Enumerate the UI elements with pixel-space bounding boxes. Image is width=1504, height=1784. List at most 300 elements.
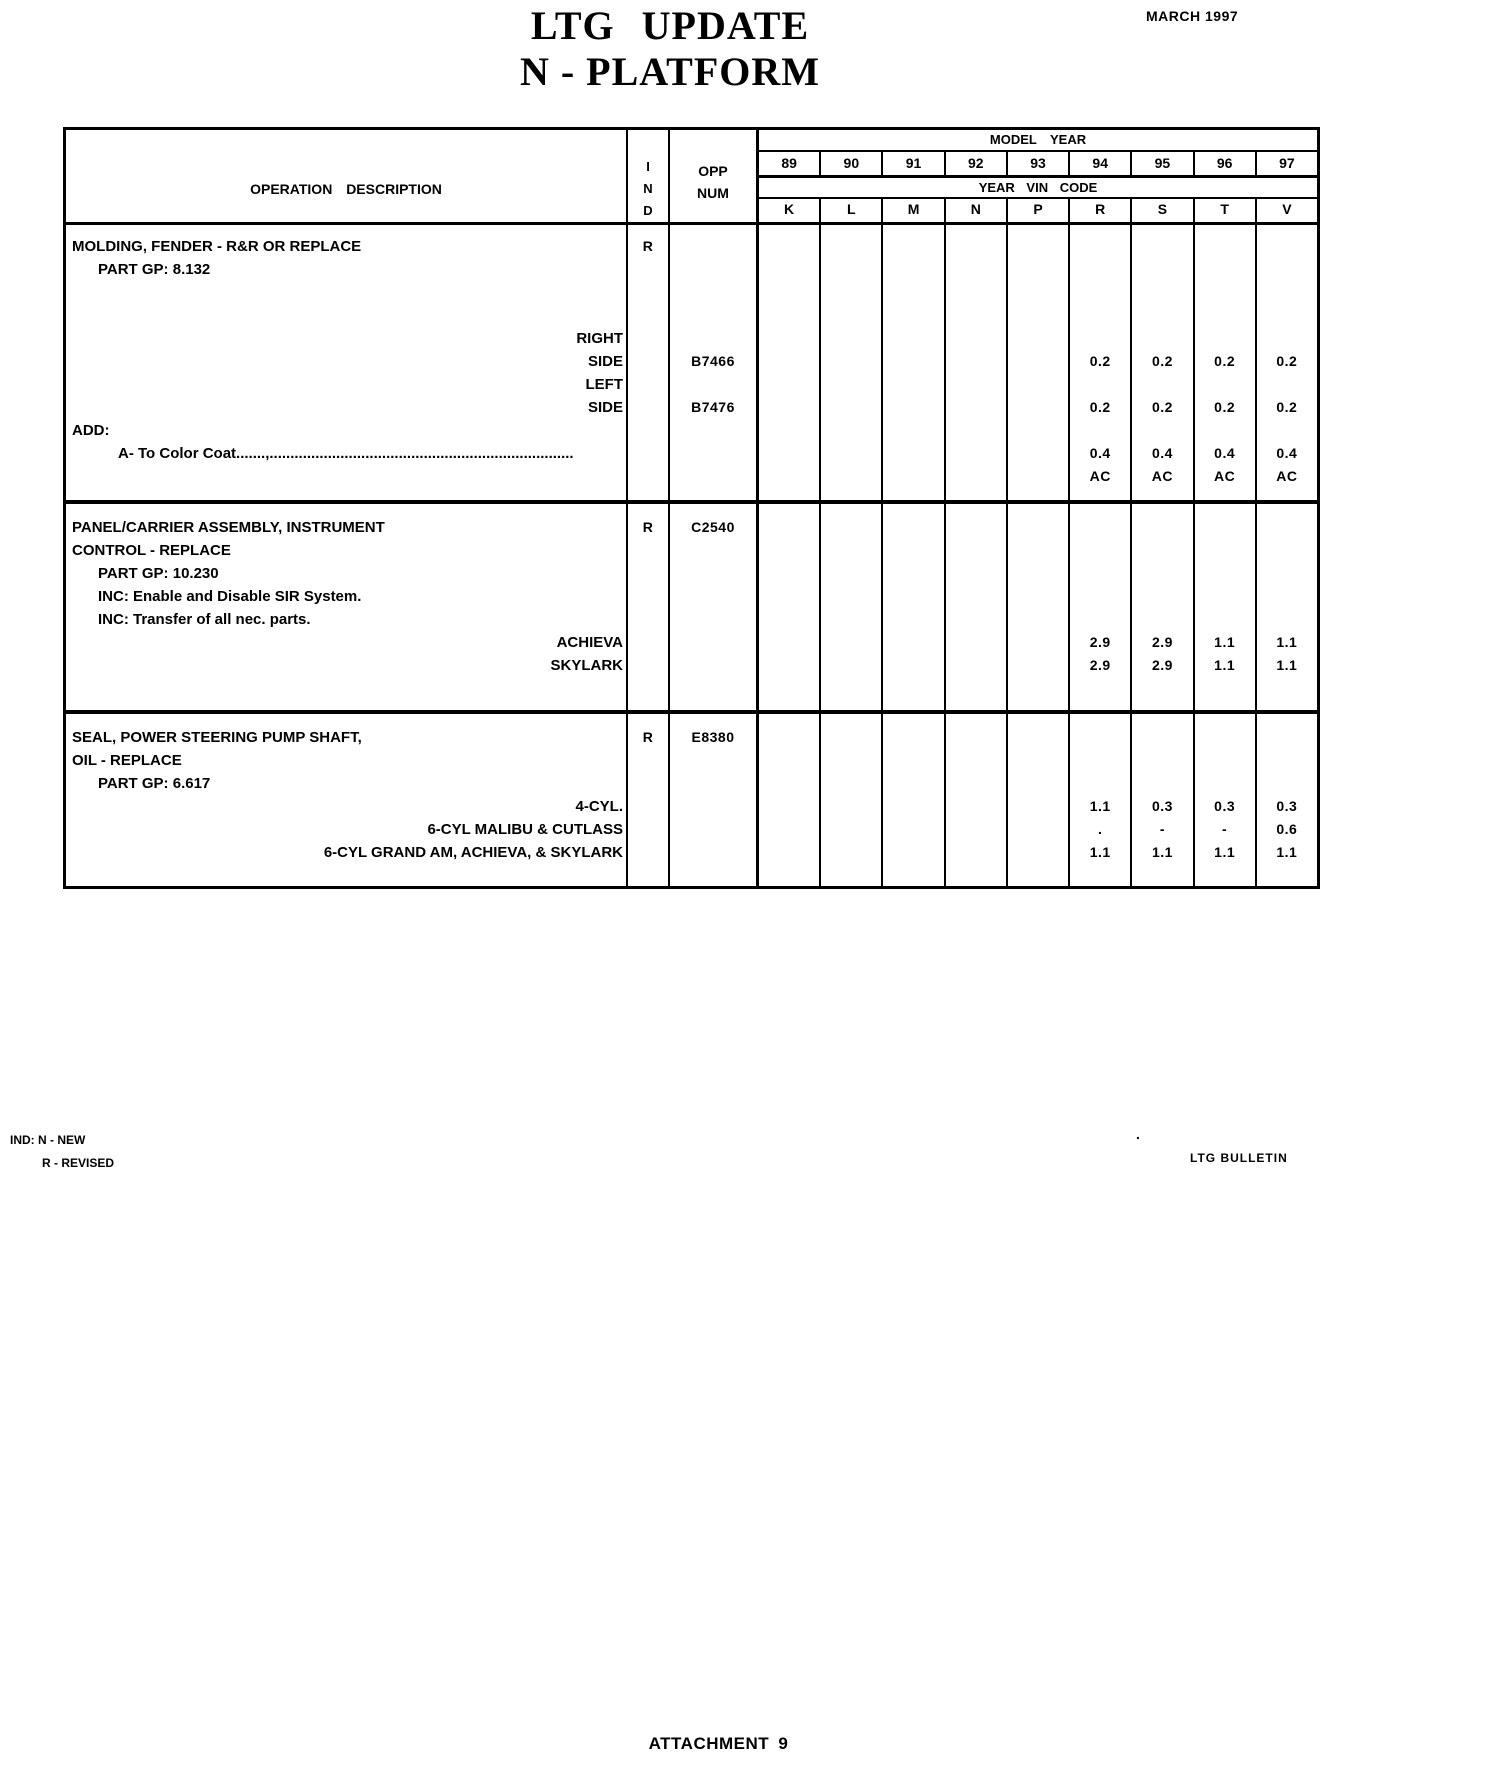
year-column-90 xyxy=(821,714,883,886)
ind-empty-line xyxy=(628,818,668,841)
value-empty-line xyxy=(1257,304,1317,327)
value-empty-line xyxy=(883,350,943,373)
value-empty-line xyxy=(1132,516,1192,539)
value-empty-line xyxy=(946,772,1006,795)
value-empty-line xyxy=(1195,258,1255,281)
value-empty-line xyxy=(946,841,1006,864)
operation-section xyxy=(66,225,1317,504)
value-empty-line xyxy=(946,396,1006,419)
value-empty-line xyxy=(759,281,819,304)
opp-empty-line xyxy=(670,235,756,258)
value-empty-line xyxy=(1257,373,1317,396)
ind-empty-line xyxy=(628,304,668,327)
value-empty-line xyxy=(821,281,881,304)
value-empty-line xyxy=(1257,749,1317,772)
description-line: PANEL/CARRIER ASSEMBLY, INSTRUMENT xyxy=(72,519,385,536)
labor-hours-value: 2.9 xyxy=(1151,657,1173,673)
opp-empty-line xyxy=(670,772,756,795)
value-empty-line xyxy=(1257,726,1317,749)
value-empty-line xyxy=(1008,585,1068,608)
labor-hours-value: 0.4 xyxy=(1214,445,1236,461)
value-empty-line xyxy=(1195,281,1255,304)
value-empty-line xyxy=(759,516,819,539)
ind-empty-line xyxy=(628,465,668,488)
description-line xyxy=(66,465,626,488)
value-empty-line xyxy=(759,608,819,631)
value-empty-line xyxy=(1008,281,1068,304)
year-column-91 xyxy=(883,714,945,886)
opp-number: B7466 xyxy=(691,353,735,369)
description-line: A- To Color Coat.......,......................................................................... xyxy=(118,445,574,462)
value-empty-line xyxy=(1070,419,1130,442)
opp-empty-line xyxy=(670,373,756,396)
value-empty-line xyxy=(946,442,1006,465)
ind-empty-line xyxy=(628,327,668,350)
labor-hours-value: 0.2 xyxy=(1151,399,1173,415)
opp-empty-line xyxy=(670,419,756,442)
value-empty-line xyxy=(1132,726,1192,749)
value-empty-line xyxy=(1195,373,1255,396)
value-empty-line xyxy=(883,304,943,327)
opp-num-column xyxy=(670,504,759,710)
labor-hours-value: 0.3 xyxy=(1214,798,1236,814)
value-empty-line xyxy=(1070,327,1130,350)
ind-empty-line xyxy=(628,258,668,281)
opp-empty-line xyxy=(670,327,756,350)
ind-header-letter: D xyxy=(643,203,653,218)
value-empty-line xyxy=(946,419,1006,442)
year-vin-code-label: YEAR VIN CODE xyxy=(759,178,1317,199)
labor-hours-value: 1.1 xyxy=(1214,634,1236,650)
value-empty-line xyxy=(883,442,943,465)
year-column-96 xyxy=(1195,504,1257,710)
labor-hours-value: AC xyxy=(1151,468,1174,484)
year-column-92 xyxy=(946,225,1008,500)
operation-section xyxy=(66,714,1317,886)
value-empty-line xyxy=(883,465,943,488)
value-empty-line xyxy=(1257,516,1317,539)
labor-hours-value: - xyxy=(1159,821,1165,837)
table-header xyxy=(66,130,1317,225)
operation-description-column xyxy=(66,225,628,500)
labor-hours-value: 1.1 xyxy=(1089,844,1111,860)
labor-hours-value: 0.2 xyxy=(1276,353,1298,369)
ltg-bulletin-label: LTG BULLETIN xyxy=(1190,1151,1288,1165)
value-empty-line xyxy=(946,818,1006,841)
ind-empty-line xyxy=(628,396,668,419)
vin-code-cell: P xyxy=(1008,199,1070,222)
value-empty-line xyxy=(1008,795,1068,818)
vin-code-cell: N xyxy=(946,199,1008,222)
value-empty-line xyxy=(821,442,881,465)
opp-empty-line xyxy=(670,631,756,654)
value-empty-line xyxy=(1132,539,1192,562)
description-line: CONTROL - REPLACE xyxy=(72,542,231,559)
value-empty-line xyxy=(759,258,819,281)
value-empty-line xyxy=(821,258,881,281)
value-empty-line xyxy=(821,818,881,841)
value-empty-line xyxy=(821,465,881,488)
value-empty-line xyxy=(1070,562,1130,585)
value-empty-line xyxy=(1132,235,1192,258)
value-empty-line xyxy=(1195,304,1255,327)
value-empty-line xyxy=(1195,772,1255,795)
value-empty-line xyxy=(759,327,819,350)
value-empty-line xyxy=(1132,562,1192,585)
description-line: PART GP: 8.132 xyxy=(98,261,211,278)
value-empty-line xyxy=(1008,235,1068,258)
header-opp-num-column xyxy=(670,130,759,222)
value-empty-line xyxy=(1008,304,1068,327)
vin-code-cell: V xyxy=(1282,201,1292,217)
year-column-93 xyxy=(1008,714,1070,886)
ind-empty-line xyxy=(628,772,668,795)
ind-empty-line xyxy=(628,631,668,654)
description-line: OIL - REPLACE xyxy=(72,752,182,769)
description-line: SKYLARK xyxy=(550,657,623,674)
description-line: 6-CYL MALIBU & CUTLASS xyxy=(427,821,623,838)
year-column-94 xyxy=(1070,714,1132,886)
description-line: SIDE xyxy=(587,353,623,370)
ind-flag: R xyxy=(642,519,654,535)
operation-description-column xyxy=(66,504,628,710)
value-empty-line xyxy=(883,772,943,795)
description-line: MOLDING, FENDER - R&R OR REPLACE xyxy=(72,238,362,255)
value-empty-line xyxy=(759,442,819,465)
ind-empty-line xyxy=(628,841,668,864)
value-empty-line xyxy=(1008,258,1068,281)
value-empty-line xyxy=(759,396,819,419)
value-empty-line xyxy=(759,772,819,795)
value-empty-line xyxy=(1132,281,1192,304)
value-empty-line xyxy=(1008,419,1068,442)
labor-hours-value: 1.1 xyxy=(1214,657,1236,673)
value-empty-line xyxy=(1070,608,1130,631)
value-empty-line xyxy=(1008,608,1068,631)
table-body xyxy=(66,225,1317,886)
year-column-95 xyxy=(1132,504,1194,710)
ind-empty-line xyxy=(628,350,668,373)
ind-empty-line xyxy=(628,373,668,396)
labor-hours-value: AC xyxy=(1214,468,1236,484)
opp-header-word: NUM xyxy=(697,185,729,201)
opp-empty-line xyxy=(670,585,756,608)
vin-code-cell: S xyxy=(1132,199,1194,222)
opp-empty-line xyxy=(670,539,756,562)
labor-time-guide-table xyxy=(63,127,1320,889)
value-empty-line xyxy=(883,419,943,442)
labor-hours-value: 1.1 xyxy=(1276,634,1298,650)
ind-empty-line xyxy=(628,608,668,631)
year-column-95 xyxy=(1132,714,1194,886)
value-empty-line xyxy=(759,749,819,772)
opp-empty-line xyxy=(670,818,756,841)
value-empty-line xyxy=(1257,281,1317,304)
opp-header-word: OPP xyxy=(698,163,728,179)
labor-hours-value: . xyxy=(1098,821,1103,837)
value-empty-line xyxy=(759,304,819,327)
value-empty-line xyxy=(821,795,881,818)
ind-column xyxy=(628,714,670,886)
value-empty-line xyxy=(1008,726,1068,749)
value-empty-line xyxy=(821,726,881,749)
value-empty-line xyxy=(759,585,819,608)
year-column-94 xyxy=(1070,504,1132,710)
value-empty-line xyxy=(1257,585,1317,608)
description-line: LEFT xyxy=(585,376,623,393)
value-empty-line xyxy=(1070,539,1130,562)
value-empty-line xyxy=(759,841,819,864)
opp-empty-line xyxy=(670,841,756,864)
value-empty-line xyxy=(946,304,1006,327)
description-line: RIGHT xyxy=(576,330,623,347)
year-values-block xyxy=(759,504,1317,710)
value-empty-line xyxy=(946,373,1006,396)
value-empty-line xyxy=(1132,373,1192,396)
year-column-96 xyxy=(1195,714,1257,886)
value-empty-line xyxy=(946,608,1006,631)
value-empty-line xyxy=(1008,562,1068,585)
value-empty-line xyxy=(946,585,1006,608)
value-empty-line xyxy=(883,235,943,258)
value-empty-line xyxy=(759,818,819,841)
value-empty-line xyxy=(1195,585,1255,608)
value-empty-line xyxy=(1008,442,1068,465)
value-empty-line xyxy=(946,281,1006,304)
year-header-94: 94 xyxy=(1070,152,1132,175)
value-empty-line xyxy=(883,373,943,396)
ind-flag: R xyxy=(642,729,654,745)
value-empty-line xyxy=(821,304,881,327)
value-empty-line xyxy=(1132,327,1192,350)
labor-hours-value: 0.4 xyxy=(1276,445,1298,461)
value-empty-line xyxy=(883,726,943,749)
vin-code-cell: M xyxy=(883,199,945,222)
labor-hours-value: 0.3 xyxy=(1151,798,1173,814)
value-empty-line xyxy=(946,516,1006,539)
ind-legend-new: IND: N - NEW xyxy=(10,1133,86,1147)
labor-hours-value: 0.2 xyxy=(1214,399,1236,415)
value-empty-line xyxy=(1070,749,1130,772)
value-empty-line xyxy=(1257,235,1317,258)
value-empty-line xyxy=(759,726,819,749)
year-column-90 xyxy=(821,504,883,710)
value-empty-line xyxy=(1008,772,1068,795)
ind-header-letter: N xyxy=(643,181,653,196)
value-empty-line xyxy=(1008,465,1068,488)
labor-hours-value: 0.2 xyxy=(1151,353,1173,369)
year-header-95: 95 xyxy=(1132,152,1194,175)
opp-empty-line xyxy=(670,281,756,304)
value-empty-line xyxy=(821,562,881,585)
vin-code-cell: K xyxy=(759,199,821,222)
value-empty-line xyxy=(1070,772,1130,795)
value-empty-line xyxy=(1070,726,1130,749)
value-empty-line xyxy=(1195,539,1255,562)
page-subtitle: N - PLATFORM xyxy=(519,49,821,94)
value-empty-line xyxy=(1070,304,1130,327)
opp-empty-line xyxy=(670,304,756,327)
labor-hours-value: 0.2 xyxy=(1214,353,1236,369)
ind-empty-line xyxy=(628,442,668,465)
value-empty-line xyxy=(1008,539,1068,562)
document-date: MARCH 1997 xyxy=(1146,8,1239,24)
model-year-label: MODEL YEAR xyxy=(759,130,1317,152)
value-empty-line xyxy=(821,841,881,864)
ind-empty-line xyxy=(628,585,668,608)
vin-code-cell: L xyxy=(821,199,883,222)
labor-hours-value: 0.6 xyxy=(1276,821,1298,837)
labor-hours-value: AC xyxy=(1276,468,1298,484)
header-ind-column xyxy=(628,130,670,222)
value-empty-line xyxy=(821,350,881,373)
value-empty-line xyxy=(1132,749,1192,772)
value-empty-line xyxy=(759,795,819,818)
header-operation-description xyxy=(66,130,628,222)
year-column-96 xyxy=(1195,225,1257,500)
value-empty-line xyxy=(1195,419,1255,442)
value-empty-line xyxy=(1008,516,1068,539)
value-empty-line xyxy=(1195,608,1255,631)
value-empty-line xyxy=(883,327,943,350)
value-empty-line xyxy=(883,795,943,818)
value-empty-line xyxy=(883,281,943,304)
value-empty-line xyxy=(821,419,881,442)
year-column-89 xyxy=(759,504,821,710)
value-empty-line xyxy=(821,654,881,677)
value-empty-line xyxy=(946,749,1006,772)
value-empty-line xyxy=(1257,327,1317,350)
labor-hours-value: 1.1 xyxy=(1089,798,1111,814)
description-line: SEAL, POWER STEERING PUMP SHAFT, xyxy=(72,729,362,746)
value-empty-line xyxy=(1008,841,1068,864)
value-empty-line xyxy=(759,631,819,654)
year-column-92 xyxy=(946,714,1008,886)
value-empty-line xyxy=(821,585,881,608)
page-title: LTG UPDATE xyxy=(530,3,810,48)
attachment-label: ATTACHMENT 9 xyxy=(648,1734,789,1753)
labor-hours-value: 1.1 xyxy=(1276,657,1298,673)
value-empty-line xyxy=(759,235,819,258)
vin-code-cell: T xyxy=(1195,199,1257,222)
value-empty-line xyxy=(946,539,1006,562)
value-empty-line xyxy=(946,258,1006,281)
labor-hours-value: AC xyxy=(1089,468,1111,484)
labor-hours-value: 0.2 xyxy=(1089,399,1111,415)
value-empty-line xyxy=(759,419,819,442)
year-column-97 xyxy=(1257,714,1317,886)
value-empty-line xyxy=(883,585,943,608)
labor-hours-value: 2.9 xyxy=(1089,657,1111,673)
value-empty-line xyxy=(883,818,943,841)
value-empty-line xyxy=(1257,772,1317,795)
value-empty-line xyxy=(1195,726,1255,749)
vin-code-cell: R xyxy=(1070,199,1132,222)
value-empty-line xyxy=(946,654,1006,677)
operation-description-column xyxy=(66,714,628,886)
value-empty-line xyxy=(821,327,881,350)
value-empty-line xyxy=(883,258,943,281)
value-empty-line xyxy=(821,373,881,396)
opp-empty-line xyxy=(670,608,756,631)
description-line xyxy=(66,304,626,327)
value-empty-line xyxy=(1132,608,1192,631)
year-column-92 xyxy=(946,504,1008,710)
value-empty-line xyxy=(1257,539,1317,562)
operation-section xyxy=(66,504,1317,714)
value-empty-line xyxy=(1195,327,1255,350)
value-empty-line xyxy=(1070,585,1130,608)
year-column-89 xyxy=(759,714,821,886)
year-header-97: 97 xyxy=(1279,155,1295,171)
year-column-93 xyxy=(1008,225,1070,500)
value-empty-line xyxy=(946,631,1006,654)
description-line: INC: Enable and Disable SIR System. xyxy=(98,588,362,605)
scan-artifact-dot: . xyxy=(1136,1126,1140,1142)
value-empty-line xyxy=(946,350,1006,373)
value-empty-line xyxy=(759,654,819,677)
opp-empty-line xyxy=(670,749,756,772)
value-empty-line xyxy=(1195,235,1255,258)
description-line: PART GP: 10.230 xyxy=(98,565,219,582)
year-column-93 xyxy=(1008,504,1070,710)
value-empty-line xyxy=(883,654,943,677)
value-empty-line xyxy=(1257,419,1317,442)
value-empty-line xyxy=(1132,419,1192,442)
opp-number: E8380 xyxy=(691,729,735,745)
value-empty-line xyxy=(1008,350,1068,373)
opp-empty-line xyxy=(670,258,756,281)
value-empty-line xyxy=(1070,373,1130,396)
value-empty-line xyxy=(821,235,881,258)
value-empty-line xyxy=(1008,749,1068,772)
value-empty-line xyxy=(1008,654,1068,677)
value-empty-line xyxy=(1070,281,1130,304)
header-model-year-block xyxy=(759,130,1317,222)
year-header-92: 92 xyxy=(946,152,1008,175)
year-column-95 xyxy=(1132,225,1194,500)
opp-number: B7476 xyxy=(691,399,735,415)
labor-hours-value: 1.1 xyxy=(1151,844,1173,860)
labor-hours-value: 1.1 xyxy=(1214,844,1236,860)
value-empty-line xyxy=(883,516,943,539)
value-empty-line xyxy=(883,608,943,631)
year-column-89 xyxy=(759,225,821,500)
labor-hours-value: 2.9 xyxy=(1151,634,1173,650)
description-line: INC: Transfer of all nec. parts. xyxy=(98,611,311,628)
description-line: ADD: xyxy=(72,422,110,439)
value-empty-line xyxy=(759,465,819,488)
value-empty-line xyxy=(821,772,881,795)
description-line: ACHIEVA xyxy=(556,634,623,651)
year-header-89: 89 xyxy=(759,152,821,175)
value-empty-line xyxy=(759,539,819,562)
ind-empty-line xyxy=(628,749,668,772)
value-empty-line xyxy=(1008,631,1068,654)
operation-description-label: OPERATION DESCRIPTION xyxy=(250,181,442,197)
ind-empty-line xyxy=(628,654,668,677)
year-header-96: 96 xyxy=(1195,152,1257,175)
value-empty-line xyxy=(759,373,819,396)
value-empty-line xyxy=(1195,516,1255,539)
value-empty-line xyxy=(883,631,943,654)
year-values-block xyxy=(759,225,1317,500)
labor-hours-value: 1.1 xyxy=(1276,844,1298,860)
ind-header-letter: I xyxy=(646,159,650,174)
value-empty-line xyxy=(946,465,1006,488)
value-empty-line xyxy=(1195,749,1255,772)
opp-empty-line xyxy=(670,654,756,677)
